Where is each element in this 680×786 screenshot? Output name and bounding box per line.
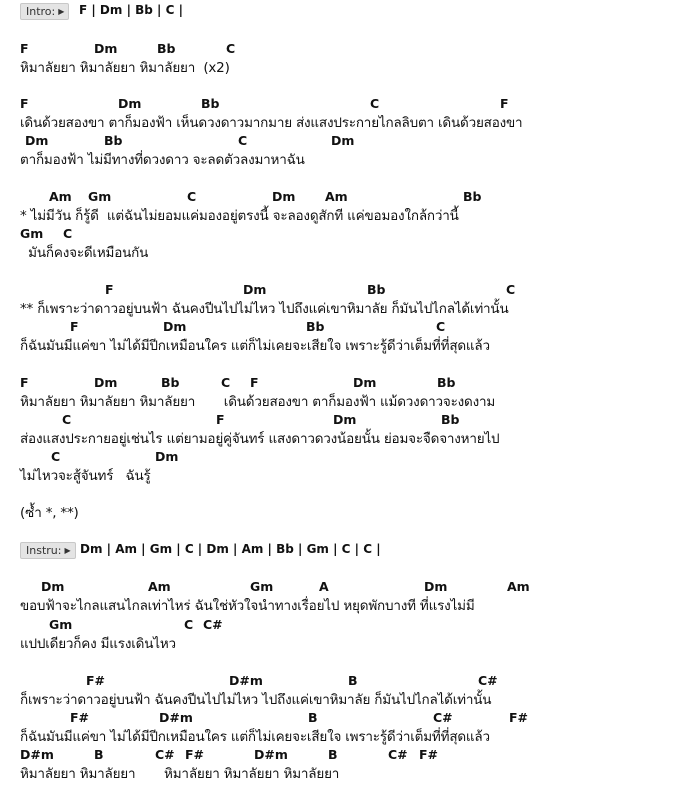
lyric-line: แปปเดียวก็คง มีแรงเดินไหว bbox=[20, 636, 176, 652]
chord: Dm bbox=[424, 579, 448, 594]
instru-label: Instru: bbox=[26, 544, 62, 557]
play-triangle-icon: ▶ bbox=[58, 7, 65, 16]
chord: Bb bbox=[441, 412, 460, 427]
lyric-line: หิมาลัยยา หิมาลัยยา หิมาลัยยา เดินด้วยสองขา ตาก็มองฟ้า แม้ดวงดาวจะงดงาม bbox=[20, 394, 496, 410]
chord: Bb bbox=[157, 41, 176, 56]
chord: C# bbox=[203, 617, 223, 632]
chord: D#m bbox=[254, 747, 288, 762]
lyric-line: ไม่ไหวจะสู้จันทร์ ฉันรู้ bbox=[20, 468, 151, 484]
chord: C bbox=[221, 375, 231, 390]
lyric-line: * ไม่มีวัน ก็รู้ดี แต่ฉันไม่ยอมแค่มองอยู่ตรงนี้ จะลองดูสักที แค่ขอมองใกล้กว่านี้ bbox=[20, 208, 459, 224]
lyric-line: เดินด้วยสองขา ตาก็มองฟ้า เห็นดวงดาวมากมาย ส่งแสงประกายไกลลิบตา เดินด้วยสองขา bbox=[20, 115, 523, 131]
chord: C# bbox=[478, 673, 498, 688]
chord: F# bbox=[86, 673, 106, 688]
chord: C bbox=[436, 319, 446, 334]
chord: Bb bbox=[306, 319, 325, 334]
chord: C bbox=[62, 412, 72, 427]
chord: D#m bbox=[229, 673, 263, 688]
lyric-line: ก็เพราะว่าดาวอยู่บนฟ้า ฉันคงปีนไปไม่ไหว ไปถึงแค่เขาหิมาลัย ก็มันไปไกลได้เท่านั้น bbox=[20, 692, 492, 708]
chord: F bbox=[105, 282, 114, 297]
chord: D#m bbox=[20, 747, 54, 762]
chord: C bbox=[370, 96, 380, 111]
lyric-line: ขอบฟ้าจะไกลแสนไกลเท่าไหร่ ฉันใช่หัวใจนำทางเรื่อยไป หยุดพักบางที ที่แรงไม่มี bbox=[20, 598, 475, 614]
chord: Dm bbox=[25, 133, 49, 148]
chord: Am bbox=[507, 579, 530, 594]
chord: B bbox=[348, 673, 358, 688]
chord: Dm bbox=[331, 133, 355, 148]
intro-toggle-button[interactable] bbox=[20, 3, 69, 20]
lyric-line: หิมาลัยยา หิมาลัยยา หิมาลัยยา หิมาลัยยา หิมาลัยยา bbox=[20, 766, 340, 782]
chord: C bbox=[226, 41, 236, 56]
chord: Bb bbox=[367, 282, 386, 297]
chord: Gm bbox=[20, 226, 44, 241]
chord: F bbox=[20, 41, 29, 56]
chord: Dm bbox=[272, 189, 296, 204]
lyric-line: ตาก็มองฟ้า ไม่มีทางที่ดวงดาว จะลดตัวลงมาหาฉัน bbox=[20, 152, 305, 168]
chord: C bbox=[51, 449, 61, 464]
chord: F# bbox=[419, 747, 439, 762]
lyric-line: ก็ฉันมันมีแค่ขา ไม่ได้มีปีกเหมือนใคร แต่ก็ไม่เคยจะเสียใจ เพราะรู้ดีว่าเต็มที่ที่สุดแล้ว bbox=[20, 338, 490, 354]
intro-chord-sequence: F | Dm | Bb | C | bbox=[79, 3, 183, 17]
lyric-line: ** ก็เพราะว่าดาวอยู่บนฟ้า ฉันคงปีนไปไม่ไหว ไปถึงแค่เขาหิมาลัย ก็มันไปไกลได้เท่านั้น bbox=[20, 301, 509, 317]
chord: F bbox=[500, 96, 509, 111]
chord: Bb bbox=[161, 375, 180, 390]
chord: B bbox=[308, 710, 318, 725]
chord: F# bbox=[185, 747, 205, 762]
chord: C bbox=[187, 189, 197, 204]
lyric-line: (ซ้ำ *, **) bbox=[20, 505, 79, 521]
chord: Dm bbox=[155, 449, 179, 464]
chord: F bbox=[216, 412, 225, 427]
chord: Dm bbox=[243, 282, 267, 297]
lyric-line: ส่องแสงประกายอยู่เช่นไร แต่ยามอยู่คู่จันทร์ แสงดาวดวงน้อยนั้น ย่อมจะจืดจางหายไป bbox=[20, 431, 500, 447]
chord: Dm bbox=[163, 319, 187, 334]
chord: Dm bbox=[94, 375, 118, 390]
chord: Dm bbox=[41, 579, 65, 594]
chord: F bbox=[250, 375, 259, 390]
chord: Dm bbox=[333, 412, 357, 427]
chord: F bbox=[20, 96, 29, 111]
instru-toggle-button[interactable] bbox=[20, 542, 76, 559]
chord: Gm bbox=[88, 189, 112, 204]
chord: Am bbox=[148, 579, 171, 594]
lyric-line: ก็ฉันมันมีแค่ขา ไม่ได้มีปีกเหมือนใคร แต่ก็ไม่เคยจะเสียใจ เพราะรู้ดีว่าเต็มที่ที่สุดแล้ว bbox=[20, 729, 490, 745]
chord: D#m bbox=[159, 710, 193, 725]
chord: Am bbox=[325, 189, 348, 204]
lyric-line: มันก็คงจะดีเหมือนกัน bbox=[20, 245, 149, 261]
chord: F bbox=[70, 319, 79, 334]
chord: C bbox=[506, 282, 516, 297]
chord: C# bbox=[388, 747, 408, 762]
chord: F bbox=[20, 375, 29, 390]
chord: C# bbox=[155, 747, 175, 762]
chord: Am bbox=[49, 189, 72, 204]
chord: Gm bbox=[49, 617, 73, 632]
instru-chord-sequence: Dm | Am | Gm | C | Dm | Am | Bb | Gm | C | C | bbox=[80, 542, 381, 556]
chord: Bb bbox=[201, 96, 220, 111]
chord: Gm bbox=[250, 579, 274, 594]
chord: B bbox=[94, 747, 104, 762]
chord: C# bbox=[433, 710, 453, 725]
chord: C bbox=[63, 226, 73, 241]
chord: C bbox=[184, 617, 194, 632]
chord: Bb bbox=[437, 375, 456, 390]
lyric-line: หิมาลัยยา หิมาลัยยา หิมาลัยยา (x2) bbox=[20, 60, 230, 76]
chord: Dm bbox=[118, 96, 142, 111]
chord: A bbox=[319, 579, 329, 594]
chord: Dm bbox=[94, 41, 118, 56]
chord: B bbox=[328, 747, 338, 762]
intro-label: Intro: bbox=[26, 5, 56, 18]
chord: Bb bbox=[463, 189, 482, 204]
play-triangle-icon: ▶ bbox=[64, 546, 71, 555]
chord: F# bbox=[509, 710, 529, 725]
chord: Dm bbox=[353, 375, 377, 390]
chord: C bbox=[238, 133, 248, 148]
chord: F# bbox=[70, 710, 90, 725]
chord: Bb bbox=[104, 133, 123, 148]
